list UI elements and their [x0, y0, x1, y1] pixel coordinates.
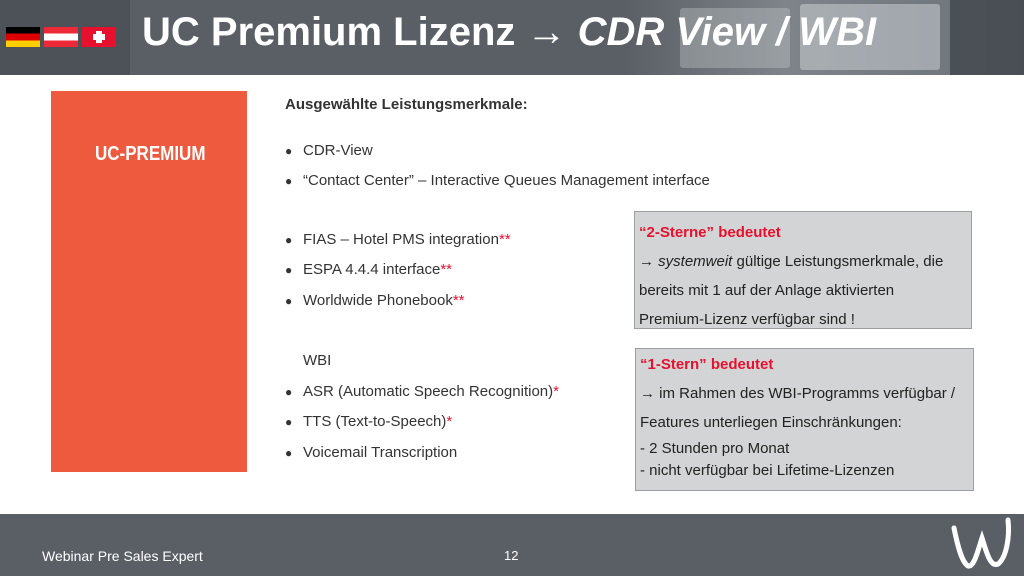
header-bar [0, 0, 1024, 75]
note-title: “1-Stern” bedeutet [640, 356, 774, 373]
note-bullet: - 2 Stunden pro Monat [640, 440, 790, 457]
feature-heading: Ausgewählte Leistungsmerkmale: [285, 96, 528, 113]
note-line: bereits mit 1 auf der Anlage aktivierten [639, 282, 895, 299]
title-main: UC Premium Lizenz → [142, 10, 578, 54]
footer-text: Webinar Pre Sales Expert [42, 548, 203, 564]
germany-flag-icon [6, 27, 40, 47]
list-item: ● Voicemail Transcription [303, 444, 457, 461]
uc-premium-label: UC-PREMIUM [95, 143, 206, 165]
two-stars-note [634, 211, 972, 329]
list-item: ● “Contact Center” – Interactive Queues Management interface [303, 172, 710, 189]
switzerland-flag-icon [82, 27, 116, 47]
flags-panel [0, 0, 130, 75]
note-line: Features unterliegen Einschränkungen: [640, 414, 902, 431]
footer-bar [0, 514, 1024, 576]
note-line: Premium-Lizenz verfügbar sind ! [639, 311, 855, 328]
page-title [142, 10, 876, 55]
one-star-note [635, 348, 974, 491]
note-line: → im Rahmen des WBI-Programms verfügbar / [640, 385, 956, 402]
list-item: ● FIAS – Hotel PMS integration** [303, 231, 511, 248]
company-logo-icon [948, 514, 1016, 576]
uc-premium-box [51, 91, 247, 472]
note-line: → systemweit gültige Leistungsmerkmale, die [639, 253, 944, 270]
list-item: ● TTS (Text-to-Speech)* [303, 413, 452, 430]
header-photo-screen [950, 0, 1024, 75]
list-item: ● ESPA 4.4.4 interface** [303, 261, 452, 278]
list-item: ● Worldwide Phonebook** [303, 292, 465, 309]
note-title: “2-Sterne” bedeutet [639, 224, 781, 241]
list-item: ● ASR (Automatic Speech Recognition)* [303, 383, 559, 400]
title-italic: CDR View / WBI [577, 10, 877, 54]
list-item: ● CDR-View [303, 142, 373, 159]
note-bullet: - nicht verfügbar bei Lifetime-Lizenzen [640, 462, 895, 479]
page-number: 12 [504, 548, 519, 563]
wbi-label: WBI [303, 352, 332, 369]
austria-flag-icon [44, 27, 78, 47]
